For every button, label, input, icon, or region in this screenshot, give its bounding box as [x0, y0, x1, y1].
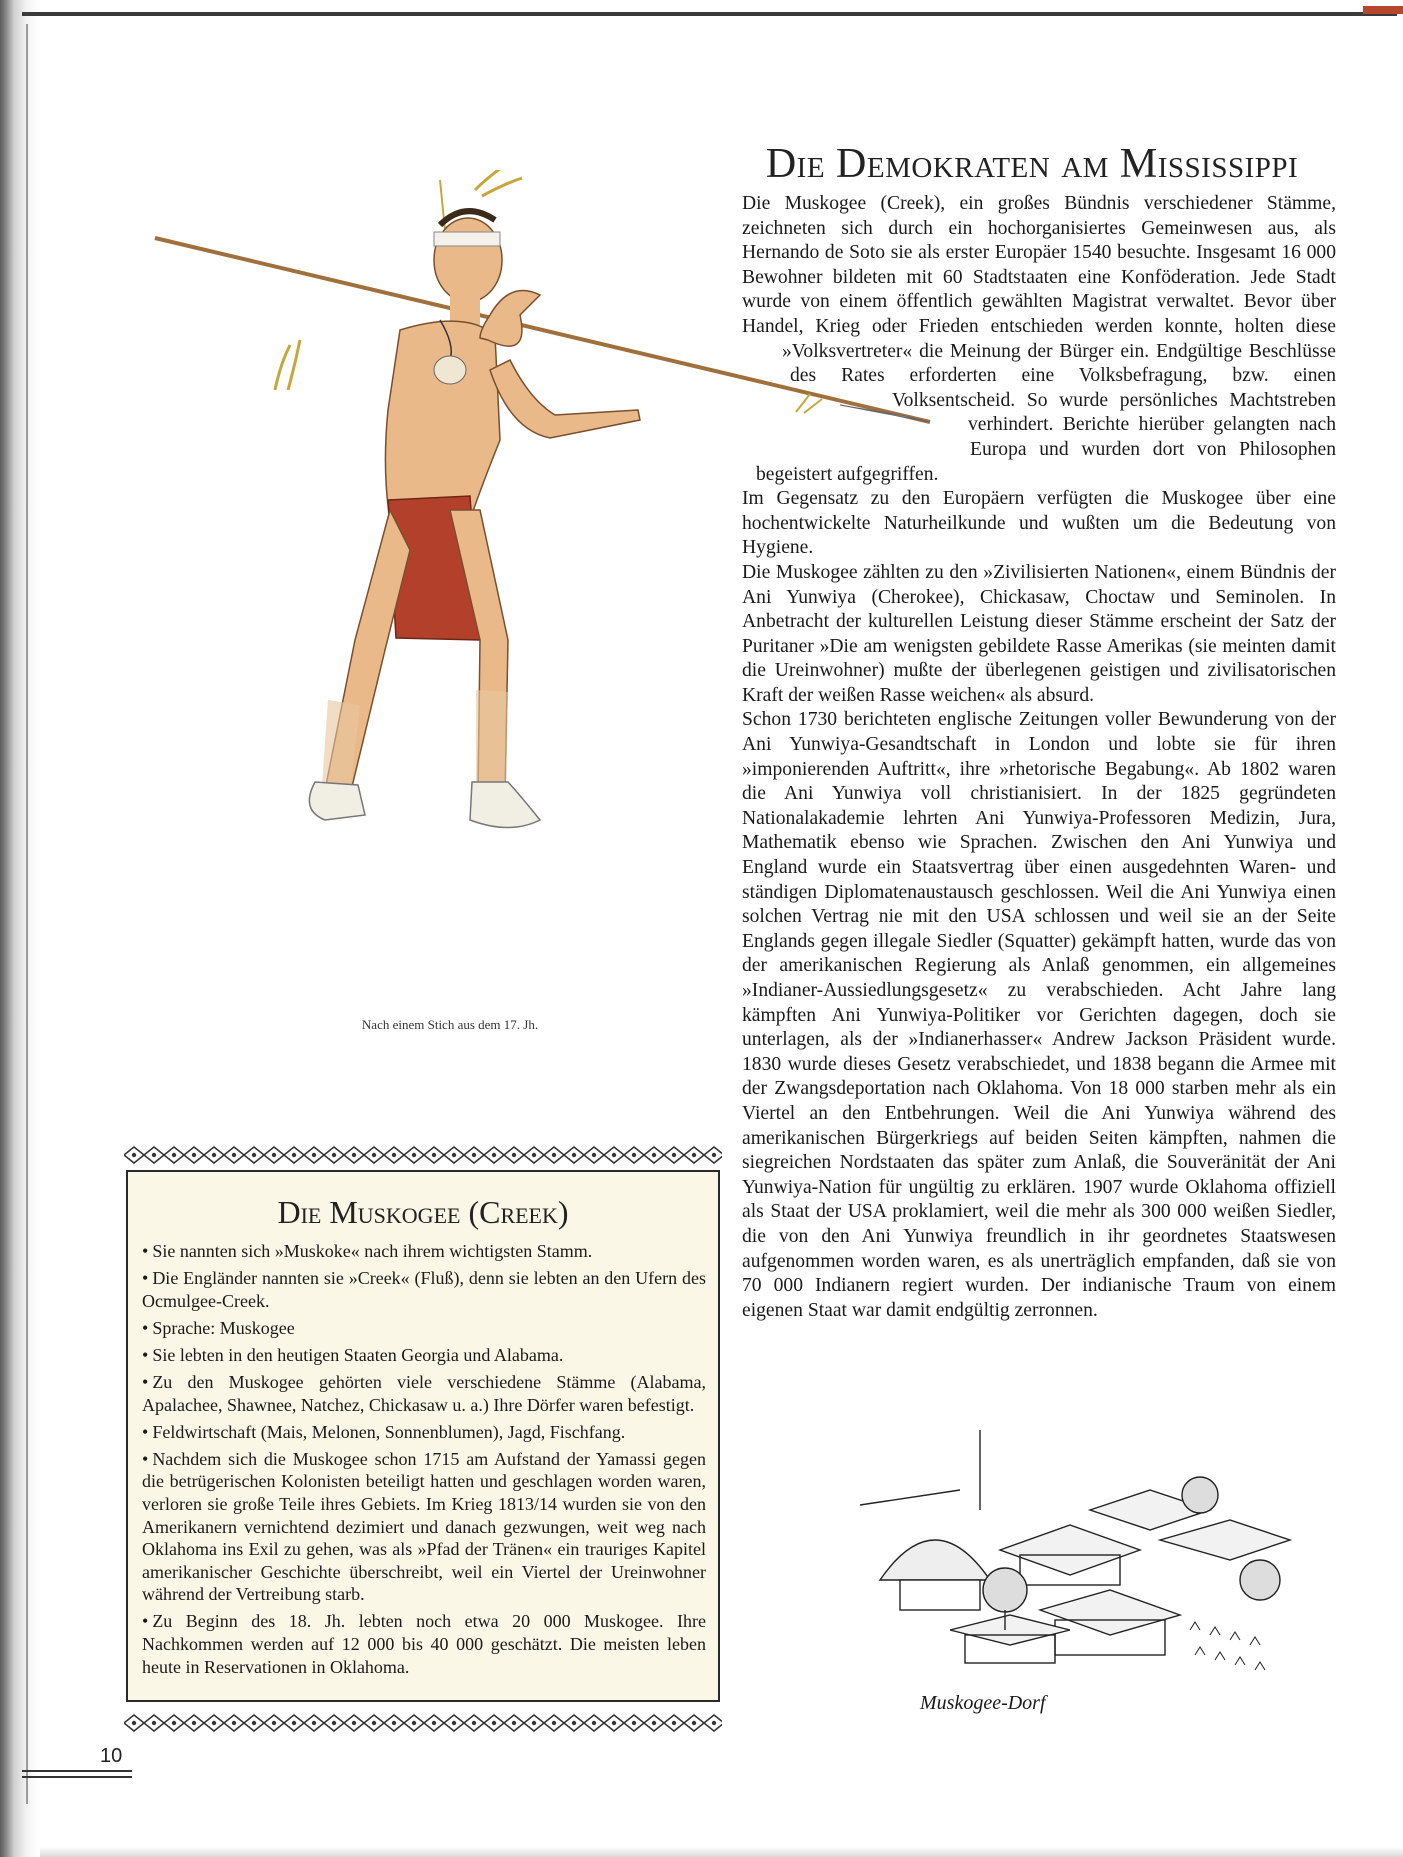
figure-caption: Nach einem Stich aus dem 17. Jh.: [361, 1017, 539, 1032]
info-item: • Sie lebten in den heutigen Staaten Georgia und Alabama.: [142, 1344, 706, 1367]
footer-rule: [22, 1770, 132, 1772]
info-item: • Nachdem sich die Muskogee schon 1715 am Aufstand der Yamassi gegen die betrügerischen Kolonisten beteiligt hatten und geschlagen worden waren, verloren sie große Teile ihres Gebiets. Im Krieg 1813/14 wurden sie von den Amerikanern vernichtend dezimiert und danach gezwungen, weit weg nach Oklahoma ins Exil zu gehen, was als »Pfad der Tränen« ein trauriges Kapitel amerikanischer Geschichte überschreibt, weil ein Viertel der Ureinwohner während der Vertreibung starb.: [142, 1448, 706, 1606]
info-item: • Sprache: Muskogee: [142, 1317, 706, 1340]
info-item: • Zu den Muskogee gehörten viele verschiedene Stämme (Alabama, Apalachee, Shawnee, Natchez, Chickasaw u. a.) Ihre Dörfer waren befestigt.: [142, 1371, 706, 1416]
top-rule: [22, 12, 1397, 16]
info-item: • Sie nannten sich »Muskoke« nach ihrem wichtigsten Stamm.: [142, 1240, 706, 1263]
main-paragraph-4: Schon 1730 berichteten englische Zeitungen voller Bewunderung von der Ani Yunwiya-Gesandtschaft in London und lobte sie für ihren »imponierenden Auftritt«, ihre »rhetorische Begabung«. Ab 1802 waren die Ani Yunwiya voll christianisiert. In der 1825 gegründeten Nationalakademie lehrten Ani Yunwiya-Professoren Medizin, Jura, Mathematik ebenso wie Sprachen. Zwischen den Ani Yunwiya und England wurde ein Staatsvertrag über einen ausgedehnten Waren- und ständigen Diplomatenaustausch geschlossen. Weil die Ani Yunwiya einen solchen Vertrag nie mit den USA schlossen und weil sie an der Seite Englands gegen illegale Siedler (Squatter) gekämpft hatten, wurde das von der amerikanischen Regierung als Anlaß genommen, ein allgemeines »Indianer-Aussiedlungsgesetz« zu verabschieden. Acht Jahre lang kämpften Ani Yunwiya-Politiker vor Gerichten dagegen, doch sie unterlagen, als der »Indianerhasser« Andrew Jackson Präsident wurde. 1830 wurde dieses Gesetz verabschiedet, und 1838 begann die Armee mit der Zwangsdeportation nach Oklahoma. Von 18 000 starben mehr als ein Viertel an den Entbehrungen. Weil die Ani Yunwiya während des amerikanischen Bürgerkriegs auf beiden Seiten kämpften, nahmen die siegreichen Nordstaaten das später zum Anlaß, die Souveränität der Ani Yunwiya-Nation für ungültig zu erklären. 1907 wurde Oklahoma offiziell als Staat der USA proklamiert, weil die mehr als 300 000 weißen Siedler, die von den Ani Yunwiya freundlich in ihr geordnetes Staatswesen aufgenommen worden waren, es als unerträglich empfanden, daß sie von 70 000 Indianern regiert wurden. Der indianische Traum von einem eigenen Staat war damit endgültig zerronnen.: [742, 709, 1336, 1321]
village-caption: Muskogee-Dorf: [920, 1692, 1046, 1714]
info-item: • Feldwirtschaft (Mais, Melonen, Sonnenblumen), Jagd, Fischfang.: [142, 1421, 706, 1444]
bottom-strip: [40, 1847, 1403, 1857]
info-box-list: [142, 1240, 706, 1683]
decorative-border-top: [124, 1146, 722, 1164]
page-binding-shadow: [0, 0, 38, 1857]
page-binding-line: [26, 24, 28, 1804]
page-title: Die Demokraten am Mississippi: [765, 141, 1299, 187]
main-paragraph-3: Die Muskogee zählten zu den »Zivilisierten Nationen«, einem Bündnis der Ani Yunwiya (Cherokee), Chickasaw, Choctaw und Seminolen. In Anbetracht der kulturellen Leistung dieser Stämme erscheint der Satz der Puritaner »Die am wenigsten gebildete Rasse Amerikas (sie meinten damit die Ureinwohner) mußte der überlegenen geistigen und zivilisatorischen Kraft der weißen Rasse weichen« als absurd.: [742, 561, 1336, 706]
top-rule-accent: [1363, 6, 1403, 14]
info-box-title: Die Muskogee (Creek): [277, 1194, 569, 1230]
main-paragraph-1: Die Muskogee (Creek), ein großes Bündnis verschiedener Stämme, zeichneten sich durch ein hochorganisiertes Gemeinwesen aus, als Hernando de Soto sie als erster Europäer 1540 besuchte. Insgesamt 16 000 Bewohner bildeten mit 60 Stadtstaaten eine Konföderation. Jede Stadt wurde von einem öffentlich gewählten Magistrat verwaltet. Bevor über Handel, Krieg oder Frieden entschieden werden konnte, holten diese »Volksvertreter« die Meinung der Bürger ein. Endgültige Beschlüsse des Rates erforderten eine Volksbefragung, bzw. einen Volksentscheid. So wurde persönliches Machtstreben verhindert. Berichte hierüber gelangten nach Europa und wurden dort von Philosophen begeistert aufgegriffen.: [742, 193, 1336, 485]
village-illustration: [840, 1430, 1320, 1700]
decorative-border-bottom: [124, 1714, 722, 1732]
page-number: 10: [100, 1745, 123, 1767]
warrior-illustration: [150, 170, 950, 1000]
footer-rule: [22, 1776, 132, 1778]
info-item: • Zu Beginn des 18. Jh. lebten noch etwa 20 000 Muskogee. Ihre Nachkommen werden auf 12 000 bis 40 000 geschätzt. Die meisten leben heute in Reservationen in Oklahoma.: [142, 1610, 706, 1678]
main-paragraph-2: Im Gegensatz zu den Europäern verfügten die Muskogee über eine hochentwickelte Naturheilkunde und wußten um die Bedeutung von Hygiene.: [742, 488, 1336, 559]
muskogee-info-box: [126, 1170, 720, 1702]
info-item: • Die Engländer nannten sie »Creek« (Fluß), denn sie lebten an den Ufern des Ocmulgee-Creek.: [142, 1267, 706, 1312]
